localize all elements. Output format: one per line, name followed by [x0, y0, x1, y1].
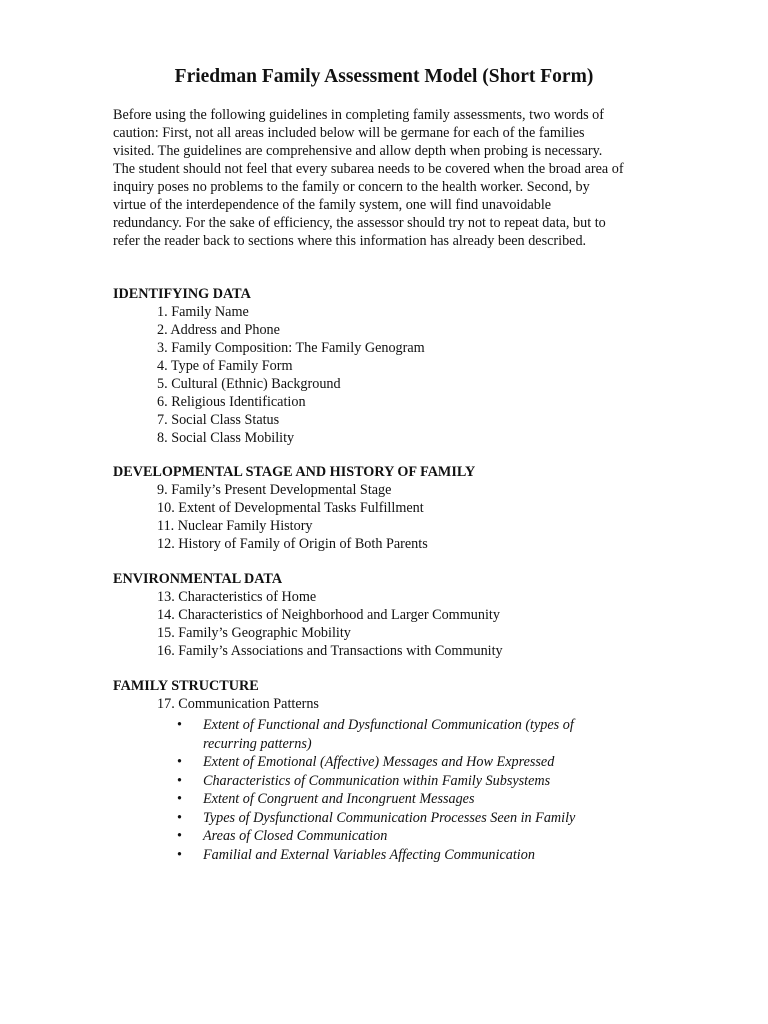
list-item: 17. Communication Patterns [157, 696, 319, 712]
list-item: 8. Social Class Mobility [157, 430, 295, 446]
list-item: 13. Characteristics of Home [157, 589, 317, 605]
bullet-text: Extent of Emotional (Affective) Messages and How Expressed [203, 754, 555, 770]
intro-line: redundancy. For the sake of efficiency, the assessor should try not to repeat data, but to [113, 215, 606, 231]
bullet-text: Extent of Congruent and Incongruent Messages [203, 791, 475, 807]
bullet-item [113, 809, 673, 828]
intro-line: refer the reader back to sections where this information has already been described. [113, 233, 587, 249]
bullet-icon: • [177, 828, 182, 844]
list-item: 15. Family’s Geographic Mobility [157, 625, 351, 641]
bullet-icon: • [177, 772, 182, 789]
bullet-icon: • [177, 791, 182, 807]
section-heading: DEVELOPMENTAL STAGE AND HISTORY OF FAMILY [113, 464, 476, 480]
list-item: 14. Characteristics of Neighborhood and Larger Community [157, 607, 500, 623]
bullet-text: Extent of Functional and Dysfunctional Communication (types of [203, 717, 574, 733]
intro-line: virtue of the interdependence of the family system, one will find unavoidable [113, 197, 552, 213]
list-item: 6. Religious Identification [157, 394, 306, 410]
section-item-list [113, 481, 673, 553]
bullet-icon: • [177, 754, 182, 770]
list-item: 12. History of Family of Origin of Both Parents [157, 536, 428, 552]
bullet-text: Characteristics of Communication within Family Subsystems [203, 772, 551, 789]
list-item: 11. Nuclear Family History [157, 518, 313, 534]
section-identifying-data [113, 285, 673, 447]
list-item: 1. Family Name [157, 304, 249, 320]
bullet-text: Areas of Closed Communication [203, 828, 388, 844]
bullet-item [113, 716, 673, 753]
bullet-icon: • [177, 717, 182, 733]
list-item: 7. Social Class Status [157, 412, 280, 428]
bullet-text: Types of Dysfunctional Communication Processes Seen in Family [203, 809, 576, 826]
section-environmental-data [113, 570, 673, 660]
intro-line: Before using the following guidelines in completing family assessments, two words of [113, 107, 604, 123]
section-heading: FAMILY STRUCTURE [113, 678, 259, 694]
list-item: 16. Family’s Associations and Transactions with Community [157, 643, 503, 659]
section-item-list [113, 303, 673, 447]
section-item-list [113, 695, 673, 713]
bullet-item [113, 846, 673, 865]
list-item: 10. Extent of Developmental Tasks Fulfillment [157, 500, 424, 516]
list-item: 3. Family Composition: The Family Genogram [157, 340, 425, 356]
list-item: 5. Cultural (Ethnic) Background [157, 376, 341, 392]
intro-line: caution: First, not all areas included below will be germane for each of the families [113, 125, 585, 141]
document-title: Friedman Family Assessment Model (Short Form) [174, 66, 594, 87]
bullet-item [113, 827, 673, 846]
bullet-icon: • [177, 809, 182, 826]
section-heading: ENVIRONMENTAL DATA [113, 571, 283, 587]
section-item-list [113, 588, 673, 660]
list-item: 2. Address and Phone [157, 322, 280, 338]
bullet-item [113, 753, 673, 772]
section-developmental-stage [113, 463, 673, 553]
intro-paragraph [113, 106, 673, 250]
intro-line: visited. The guidelines are comprehensive and allow depth when probing is necessary. [113, 143, 603, 159]
list-item: 4. Type of Family Form [157, 358, 293, 374]
bullet-text: recurring patterns) [203, 735, 312, 752]
intro-line: inquiry poses no problems to the family or concern to the health worker. Second, by [113, 179, 590, 195]
section-heading: IDENTIFYING DATA [113, 286, 251, 302]
bullet-item [113, 790, 673, 809]
bullet-text: Familial and External Variables Affecting Communication [203, 846, 535, 863]
section-family-structure [113, 677, 673, 864]
list-item: 9. Family’s Present Developmental Stage [157, 482, 392, 498]
bullet-list [113, 716, 673, 864]
intro-line: The student should not feel that every subarea needs to be covered when the broad area of [113, 161, 624, 177]
bullet-item [113, 772, 673, 791]
bullet-icon: • [177, 846, 182, 863]
